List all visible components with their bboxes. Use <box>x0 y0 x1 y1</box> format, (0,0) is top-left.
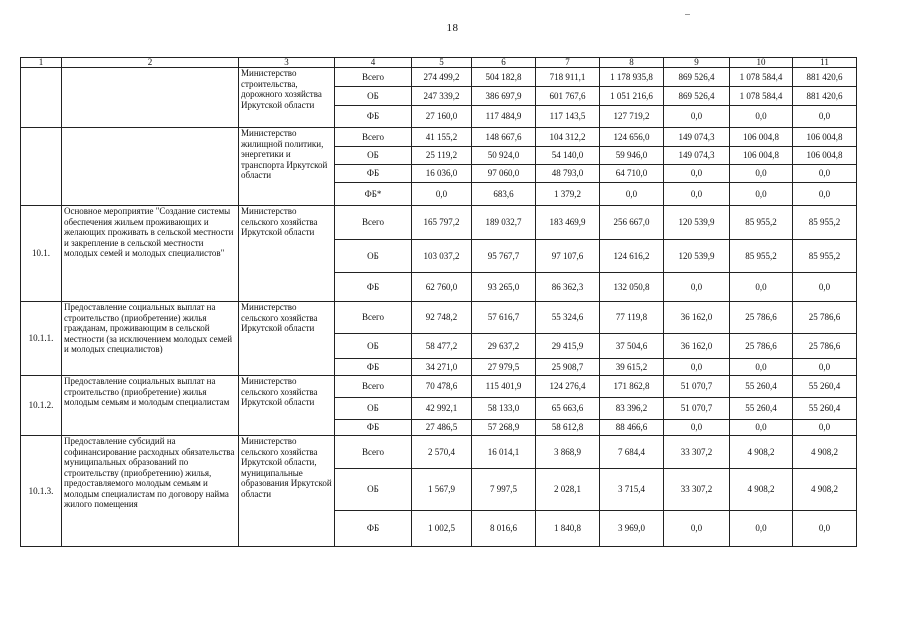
amount-cell: 1 840,8 <box>536 511 600 547</box>
amount-cell: 55 260,4 <box>793 376 857 398</box>
column-header: 9 <box>664 58 730 68</box>
amount-cell: 1 379,2 <box>536 183 600 206</box>
funding-source: Всего <box>335 376 412 398</box>
amount-cell: 7 997,5 <box>472 469 536 511</box>
item-code: 10.1. <box>21 206 62 302</box>
amount-cell: 0,0 <box>664 511 730 547</box>
amount-cell: 0,0 <box>793 183 857 206</box>
amount-cell: 37 504,6 <box>600 334 664 359</box>
amount-cell: 117 484,9 <box>472 106 536 128</box>
amount-cell: 1 078 584,4 <box>730 87 793 106</box>
amount-cell: 0,0 <box>600 183 664 206</box>
amount-cell: 106 004,8 <box>793 128 857 147</box>
column-header: 1 <box>21 58 62 68</box>
amount-cell: 54 140,0 <box>536 147 600 165</box>
amount-cell: 0,0 <box>664 273 730 302</box>
amount-cell: 16 036,0 <box>412 165 472 183</box>
amount-cell: 27 160,0 <box>412 106 472 128</box>
amount-cell: 3 868,9 <box>536 436 600 469</box>
funding-source: ФБ <box>335 420 412 436</box>
amount-cell: 124 616,2 <box>600 240 664 273</box>
amount-cell: 4 908,2 <box>793 436 857 469</box>
amount-cell: 132 050,8 <box>600 273 664 302</box>
amount-cell: 58 477,2 <box>412 334 472 359</box>
responsible-executor: Министерство жилищной политики, энергетики и транспорта Иркутской области <box>239 128 335 206</box>
column-header: 5 <box>412 58 472 68</box>
amount-cell: 55 260,4 <box>730 398 793 420</box>
amount-cell: 0,0 <box>664 420 730 436</box>
table-row <box>21 436 857 469</box>
amount-cell: 97 107,6 <box>536 240 600 273</box>
amount-cell: 120 539,9 <box>664 240 730 273</box>
amount-cell: 97 060,0 <box>472 165 536 183</box>
amount-cell: 103 037,2 <box>412 240 472 273</box>
amount-cell: 65 663,6 <box>536 398 600 420</box>
responsible-executor: Министерство сельского хозяйства Иркутской области <box>239 376 335 436</box>
measure-description <box>62 128 239 206</box>
amount-cell: 2 028,1 <box>536 469 600 511</box>
amount-cell: 4 908,2 <box>730 469 793 511</box>
amount-cell: 1 002,5 <box>412 511 472 547</box>
item-code <box>21 128 62 206</box>
measure-description: Предоставление субсидий на софинансирование расходных обязательства муниципальных образований по строительству (приобретению) жилья, предоставляемого молодым семьям и молодым специалистам по договору найма жилого помещения <box>62 436 239 547</box>
amount-cell: 0,0 <box>730 183 793 206</box>
amount-cell: 601 767,6 <box>536 87 600 106</box>
amount-cell: 83 396,2 <box>600 398 664 420</box>
table-row <box>21 128 857 147</box>
funding-source: ФБ* <box>335 183 412 206</box>
table-body <box>21 58 857 547</box>
amount-cell: 55 260,4 <box>730 376 793 398</box>
amount-cell: 25 119,2 <box>412 147 472 165</box>
scan-mark <box>685 14 690 15</box>
amount-cell: 0,0 <box>664 183 730 206</box>
funding-source: Всего <box>335 68 412 87</box>
amount-cell: 256 667,0 <box>600 206 664 240</box>
amount-cell: 33 307,2 <box>664 469 730 511</box>
amount-cell: 62 760,0 <box>412 273 472 302</box>
amount-cell: 59 946,0 <box>600 147 664 165</box>
amount-cell: 127 719,2 <box>600 106 664 128</box>
item-code: 10.1.3. <box>21 436 62 547</box>
amount-cell: 115 401,9 <box>472 376 536 398</box>
amount-cell: 48 793,0 <box>536 165 600 183</box>
funding-source: ОБ <box>335 240 412 273</box>
amount-cell: 25 786,6 <box>793 334 857 359</box>
amount-cell: 274 499,2 <box>412 68 472 87</box>
amount-cell: 57 268,9 <box>472 420 536 436</box>
amount-cell: 85 955,2 <box>793 206 857 240</box>
amount-cell: 58 133,0 <box>472 398 536 420</box>
responsible-executor: Министерство строительства, дорожного хозяйства Иркутской области <box>239 68 335 128</box>
amount-cell: 55 324,6 <box>536 302 600 334</box>
funding-source: ФБ <box>335 359 412 376</box>
amount-cell: 124 276,4 <box>536 376 600 398</box>
amount-cell: 117 143,5 <box>536 106 600 128</box>
column-header: 4 <box>335 58 412 68</box>
amount-cell: 51 070,7 <box>664 398 730 420</box>
funding-source: ОБ <box>335 398 412 420</box>
column-header: 3 <box>239 58 335 68</box>
table-row <box>21 376 857 398</box>
amount-cell: 149 074,3 <box>664 147 730 165</box>
funding-source: ФБ <box>335 511 412 547</box>
amount-cell: 0,0 <box>730 273 793 302</box>
amount-cell: 0,0 <box>793 106 857 128</box>
funding-source: ФБ <box>335 106 412 128</box>
column-header: 6 <box>472 58 536 68</box>
table-row <box>21 206 857 240</box>
amount-cell: 683,6 <box>472 183 536 206</box>
amount-cell: 149 074,3 <box>664 128 730 147</box>
amount-cell: 77 119,8 <box>600 302 664 334</box>
column-header: 11 <box>793 58 857 68</box>
amount-cell: 3 969,0 <box>600 511 664 547</box>
amount-cell: 16 014,1 <box>472 436 536 469</box>
amount-cell: 0,0 <box>664 359 730 376</box>
amount-cell: 8 016,6 <box>472 511 536 547</box>
amount-cell: 881 420,6 <box>793 87 857 106</box>
amount-cell: 171 862,8 <box>600 376 664 398</box>
amount-cell: 0,0 <box>730 165 793 183</box>
funding-source: Всего <box>335 302 412 334</box>
amount-cell: 189 032,7 <box>472 206 536 240</box>
amount-cell: 27 486,5 <box>412 420 472 436</box>
amount-cell: 95 767,7 <box>472 240 536 273</box>
amount-cell: 881 420,6 <box>793 68 857 87</box>
amount-cell: 3 715,4 <box>600 469 664 511</box>
item-code: 10.1.1. <box>21 302 62 376</box>
amount-cell: 86 362,3 <box>536 273 600 302</box>
amount-cell: 4 908,2 <box>793 469 857 511</box>
amount-cell: 0,0 <box>793 511 857 547</box>
amount-cell: 386 697,9 <box>472 87 536 106</box>
column-header: 7 <box>536 58 600 68</box>
amount-cell: 29 637,2 <box>472 334 536 359</box>
amount-cell: 106 004,8 <box>793 147 857 165</box>
amount-cell: 93 265,0 <box>472 273 536 302</box>
amount-cell: 57 616,7 <box>472 302 536 334</box>
amount-cell: 25 908,7 <box>536 359 600 376</box>
amount-cell: 88 466,6 <box>600 420 664 436</box>
responsible-executor: Министерство сельского хозяйства Иркутской области, муниципальные образования Иркутской области <box>239 436 335 547</box>
measure-description: Основное мероприятие "Создание системы обеспечения жильем проживающих и желающих проживать в сельской местности и закрепление в сельской местности молодых семей и молодых специалистов" <box>62 206 239 302</box>
amount-cell: 0,0 <box>664 106 730 128</box>
table-row <box>21 68 857 87</box>
funding-source: ОБ <box>335 334 412 359</box>
amount-cell: 106 004,8 <box>730 147 793 165</box>
amount-cell: 0,0 <box>793 359 857 376</box>
funding-source: ФБ <box>335 165 412 183</box>
amount-cell: 869 526,4 <box>664 87 730 106</box>
amount-cell: 58 612,8 <box>536 420 600 436</box>
amount-cell: 85 955,2 <box>730 240 793 273</box>
amount-cell: 0,0 <box>730 511 793 547</box>
measure-description: Предоставление социальных выплат на строительство (приобретение) жилья гражданам, проживающим в сельской местности (за исключением молодых семей и молодых специалистов) <box>62 302 239 376</box>
table-row <box>21 302 857 334</box>
amount-cell: 0,0 <box>730 106 793 128</box>
funding-source: ФБ <box>335 273 412 302</box>
amount-cell: 869 526,4 <box>664 68 730 87</box>
amount-cell: 41 155,2 <box>412 128 472 147</box>
amount-cell: 34 271,0 <box>412 359 472 376</box>
funding-source: ОБ <box>335 87 412 106</box>
amount-cell: 0,0 <box>730 420 793 436</box>
amount-cell: 85 955,2 <box>793 240 857 273</box>
amount-cell: 104 312,2 <box>536 128 600 147</box>
amount-cell: 0,0 <box>793 165 857 183</box>
amount-cell: 70 478,6 <box>412 376 472 398</box>
amount-cell: 1 051 216,6 <box>600 87 664 106</box>
amount-cell: 0,0 <box>793 420 857 436</box>
amount-cell: 124 656,0 <box>600 128 664 147</box>
amount-cell: 120 539,9 <box>664 206 730 240</box>
page-number: 18 <box>446 22 459 34</box>
column-header: 8 <box>600 58 664 68</box>
amount-cell: 504 182,8 <box>472 68 536 87</box>
amount-cell: 50 924,0 <box>472 147 536 165</box>
amount-cell: 0,0 <box>412 183 472 206</box>
amount-cell: 25 786,6 <box>730 334 793 359</box>
amount-cell: 1 178 935,8 <box>600 68 664 87</box>
amount-cell: 0,0 <box>664 165 730 183</box>
amount-cell: 51 070,7 <box>664 376 730 398</box>
funding-source: Всего <box>335 206 412 240</box>
measure-description <box>62 68 239 128</box>
column-header: 2 <box>62 58 239 68</box>
amount-cell: 4 908,2 <box>730 436 793 469</box>
amount-cell: 42 992,1 <box>412 398 472 420</box>
amount-cell: 2 570,4 <box>412 436 472 469</box>
measure-description: Предоставление социальных выплат на строительство (приобретение) жилья молодым семьям и молодым специалистам <box>62 376 239 436</box>
amount-cell: 106 004,8 <box>730 128 793 147</box>
funding-source: ОБ <box>335 469 412 511</box>
amount-cell: 29 415,9 <box>536 334 600 359</box>
amount-cell: 0,0 <box>730 359 793 376</box>
amount-cell: 39 615,2 <box>600 359 664 376</box>
funding-source: Всего <box>335 436 412 469</box>
item-code <box>21 68 62 128</box>
amount-cell: 148 667,6 <box>472 128 536 147</box>
responsible-executor: Министерство сельского хозяйства Иркутской области <box>239 302 335 376</box>
amount-cell: 36 162,0 <box>664 334 730 359</box>
amount-cell: 33 307,2 <box>664 436 730 469</box>
amount-cell: 165 797,2 <box>412 206 472 240</box>
responsible-executor: Министерство сельского хозяйства Иркутской области <box>239 206 335 302</box>
amount-cell: 92 748,2 <box>412 302 472 334</box>
amount-cell: 55 260,4 <box>793 398 857 420</box>
funding-source: ОБ <box>335 147 412 165</box>
amount-cell: 64 710,0 <box>600 165 664 183</box>
amount-cell: 7 684,4 <box>600 436 664 469</box>
amount-cell: 36 162,0 <box>664 302 730 334</box>
item-code: 10.1.2. <box>21 376 62 436</box>
amount-cell: 25 786,6 <box>793 302 857 334</box>
amount-cell: 1 078 584,4 <box>730 68 793 87</box>
amount-cell: 27 979,5 <box>472 359 536 376</box>
budget-table <box>20 57 857 547</box>
amount-cell: 1 567,9 <box>412 469 472 511</box>
column-header: 10 <box>730 58 793 68</box>
amount-cell: 718 911,1 <box>536 68 600 87</box>
funding-source: Всего <box>335 128 412 147</box>
amount-cell: 85 955,2 <box>730 206 793 240</box>
amount-cell: 0,0 <box>793 273 857 302</box>
amount-cell: 247 339,2 <box>412 87 472 106</box>
column-number-row <box>21 58 857 68</box>
amount-cell: 183 469,9 <box>536 206 600 240</box>
amount-cell: 25 786,6 <box>730 302 793 334</box>
